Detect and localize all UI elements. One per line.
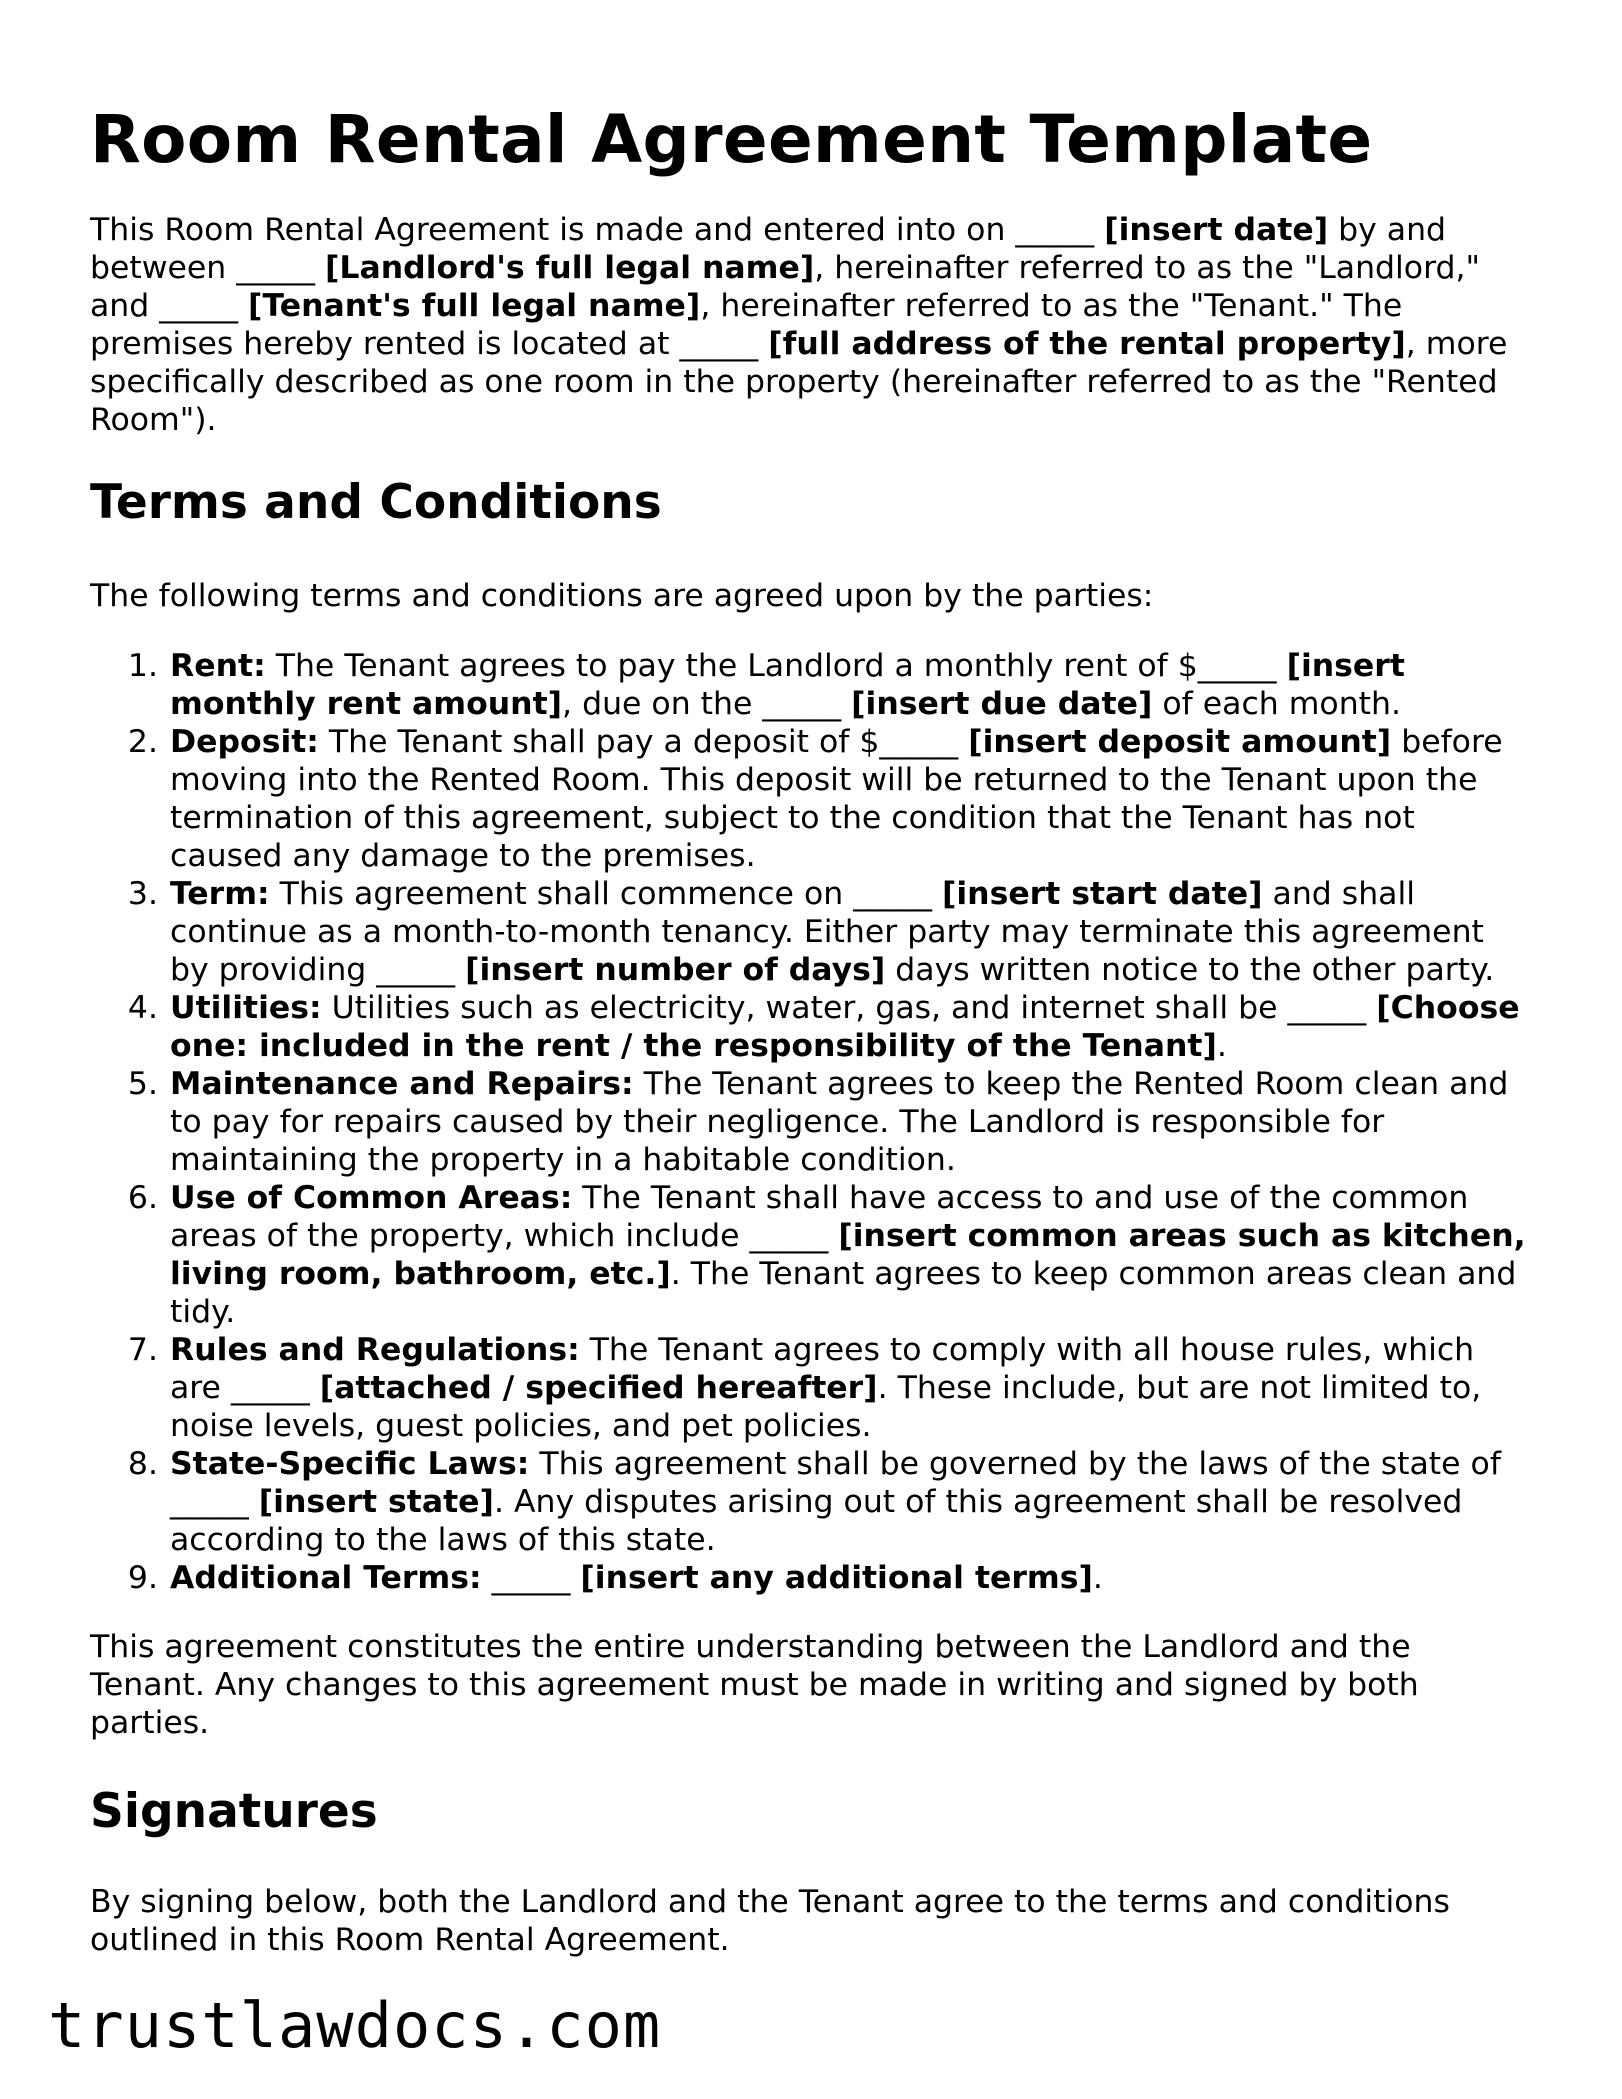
term-label: Maintenance and Repairs:	[170, 1065, 634, 1102]
term-placeholder: [insert number of days]	[465, 951, 886, 988]
signatures-heading: Signatures	[90, 1783, 378, 1839]
placeholder-tenant-name: [Tenant's full legal name]	[248, 288, 701, 325]
term-item-maintenance	[168, 1065, 1530, 1179]
term-text: This agreement shall commence on _____	[269, 875, 942, 912]
term-text: . The Tenant agrees to keep common areas clean and tidy.	[170, 1255, 1517, 1330]
placeholder-property-address: [full address of the rental property]	[768, 326, 1406, 363]
term-text: The Tenant shall pay a deposit of $_____	[318, 723, 969, 760]
term-text: and shall continue as a month-to-month tenancy. Either party may terminate this agreement by providing _____	[170, 875, 1484, 988]
term-text: .	[1092, 1559, 1103, 1596]
term-label: Rent:	[170, 647, 266, 684]
term-text: before moving into the Rented Room. This deposit will be returned to the Tenant upon the termination of this agreement, subject to the condition that the Tenant has not caused any damage to the premises.	[170, 723, 1503, 874]
term-item-rent	[168, 647, 1530, 723]
term-placeholder: [insert start date]	[941, 875, 1263, 912]
intro-text-5: , more specifically described as one room in the property (hereinafter referred to as the "Rented Room").	[90, 326, 1508, 439]
term-text: _____	[481, 1559, 581, 1596]
term-text: This agreement shall be governed by the laws of the state of _____	[170, 1445, 1501, 1520]
term-text: The Tenant agrees to pay the Landlord a monthly rent of $_____	[265, 647, 1287, 684]
term-text: The Tenant agrees to comply with all house rules, which are _____	[170, 1331, 1475, 1406]
term-placeholder: [Choose one: included in the rent / the responsibility of the Tenant]	[170, 989, 1520, 1064]
term-text: days written notice to the other party.	[885, 951, 1495, 988]
term-text: .	[1216, 1027, 1227, 1064]
watermark-text: trustlawdocs.com	[48, 1989, 662, 2062]
placeholder-insert-date: [insert date]	[1104, 212, 1329, 249]
document-page	[90, 100, 1530, 1959]
term-item-state-laws	[168, 1445, 1530, 1559]
term-text: . Any disputes arising out of this agreement shall be resolved according to the laws of this state.	[170, 1483, 1463, 1558]
term-placeholder: [insert common areas such as kitchen, living room, bathroom, etc.]	[170, 1217, 1526, 1292]
term-placeholder: [insert any additional terms]	[580, 1559, 1093, 1596]
intro-text-4: , hereinafter referred to as the "Tenant." The premises hereby rented is located at _____	[90, 288, 1403, 363]
term-item-additional	[168, 1559, 1530, 1597]
term-label: Utilities:	[170, 989, 322, 1026]
term-text: , due on the _____	[562, 685, 852, 722]
term-item-rules	[168, 1331, 1530, 1445]
term-label: Deposit:	[170, 723, 319, 760]
term-placeholder: [insert state]	[258, 1483, 494, 1520]
terms-heading: Terms and Conditions	[90, 475, 662, 531]
document-title: Room Rental Agreement Template	[90, 101, 1373, 178]
term-placeholder: [insert due date]	[851, 685, 1153, 722]
term-item-utilities	[168, 989, 1530, 1065]
term-label: Additional Terms:	[170, 1559, 482, 1596]
term-label: Rules and Regulations:	[170, 1331, 580, 1368]
term-label: State-Specific Laws:	[170, 1445, 530, 1482]
closing-paragraph: This agreement constitutes the entire understanding between the Landlord and the Tenant. Any changes to this agreement must be made in writing and signed by both parties.	[90, 1628, 1419, 1741]
intro-text-2: by and between _____	[90, 212, 1447, 287]
term-item-term	[168, 875, 1530, 989]
term-text: The Tenant agrees to keep the Rented Room clean and to pay for repairs caused by their negligence. The Landlord is responsible for maintaining the property in a habitable condition.	[170, 1065, 1509, 1178]
terms-lead: The following terms and conditions are agreed upon by the parties:	[90, 577, 1154, 614]
intro-text-3: , hereinafter referred to as the "Landlord," and _____	[90, 250, 1480, 325]
term-placeholder: [insert deposit amount]	[968, 723, 1392, 760]
term-placeholder: [attached / specified hereafter]	[319, 1369, 878, 1406]
term-item-deposit	[168, 723, 1530, 875]
term-text: The Tenant shall have access to and use of the common areas of the property, which include _____	[170, 1179, 1469, 1254]
term-label: Term:	[170, 875, 270, 912]
placeholder-landlord-name: [Landlord's full legal name]	[325, 250, 815, 287]
intro-text-1: This Room Rental Agreement is made and entered into on _____	[90, 212, 1105, 249]
term-text: . These include, but are not limited to, noise levels, guest policies, and pet policies.	[170, 1369, 1482, 1444]
term-text: of each month.	[1152, 685, 1401, 722]
intro-paragraph	[90, 211, 1530, 439]
term-text: Utilities such as electricity, water, gas, and internet shall be _____	[321, 989, 1377, 1026]
signatures-text: By signing below, both the Landlord and the Tenant agree to the terms and conditions outlined in this Room Rental Agreement.	[90, 1883, 1450, 1958]
term-label: Use of Common Areas:	[170, 1179, 573, 1216]
terms-list	[90, 647, 1530, 1597]
term-item-common-areas	[168, 1179, 1530, 1331]
term-placeholder: [insert monthly rent amount]	[170, 647, 1405, 722]
